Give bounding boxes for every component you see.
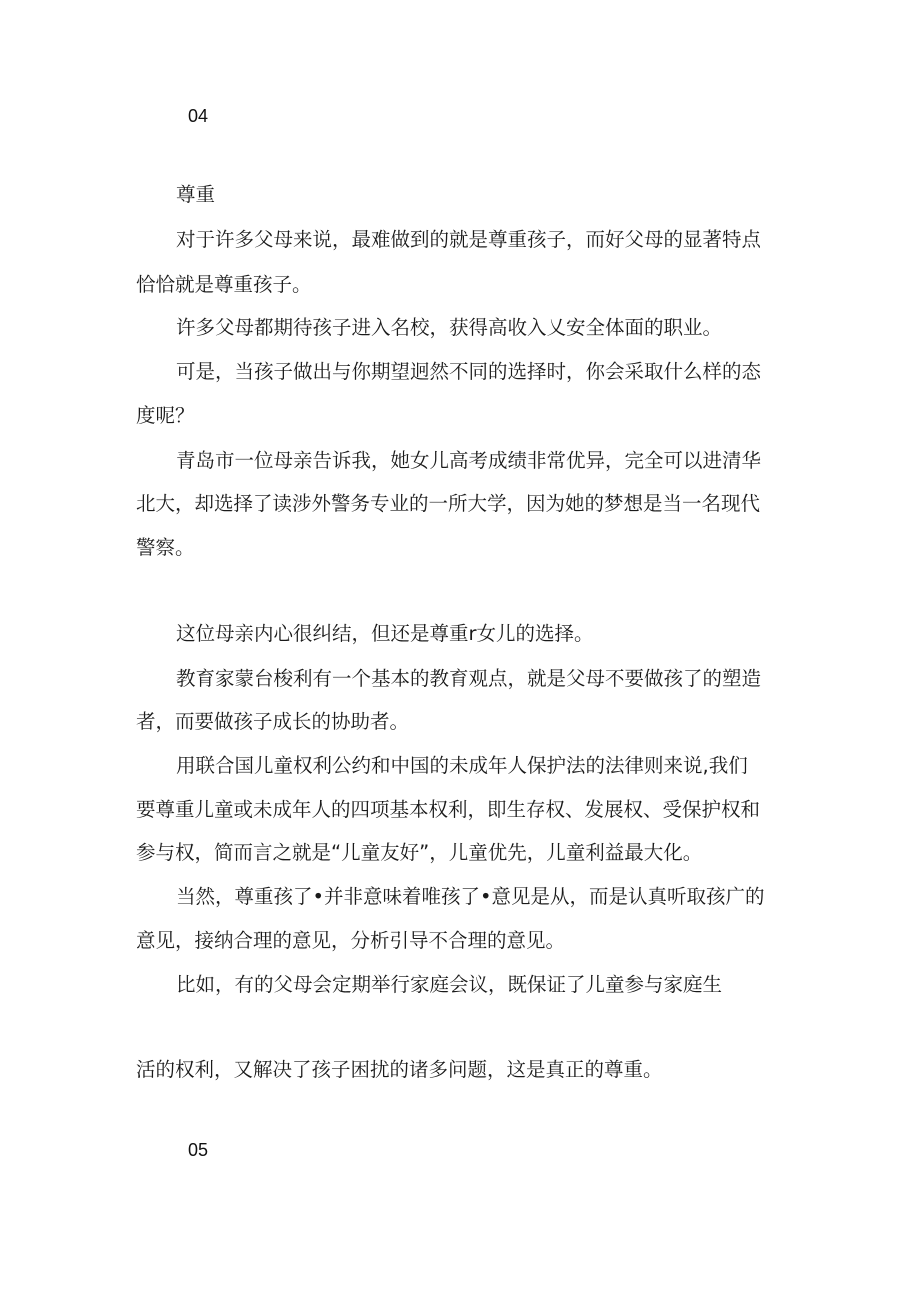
paragraph-line: 当然，尊重孩了•并非意味着唯孩了•意见是从，而是认真听取孩广的 [176,885,765,908]
section-number: 04 [188,106,209,126]
section-heading: 尊重 [176,183,216,206]
paragraph-line: 北大，却选择了读涉外警务专业的一所大学，因为她的梦想是当一名现代 [136,492,761,515]
paragraph-line: 青岛市一位母亲告诉我，她女儿高考成绩非常优异，完全可以进清华 [176,449,762,472]
paragraph-line: 许多父母都期待孩子进入名校，获得高收入乂安全体面的职业。 [176,316,723,339]
paragraph-line: 要尊重儿童或未成年人的四项基本权利，即生存权、发展权、受保护权和 [136,798,761,821]
paragraph-line: 对于许多父母来说，最难做到的就是尊重孩子，而好父母的显著特点 [176,228,762,251]
paragraph-line: 用联合国儿童权利公约和中国的未成年人保护法的法律则来说,我们 [176,754,748,777]
section-number: 05 [188,1140,209,1160]
paragraph-line: 意见，接纳合理的意见，分析引导不合理的意见。 [136,929,566,952]
paragraph-line: 教育家蒙台梭利有一个基本的教育观点，就是父母不要做孩了的塑造 [176,667,762,690]
paragraph-line: 比如，有的父母会定期举行家庭会议，既保证了儿童参与家庭生 [176,973,723,996]
paragraph-line: 者，而要做孩子成长的协助者。 [136,710,410,733]
paragraph-line: 参与权，简而言之就是“儿童友好”，儿童优先，儿童利益最大化。 [136,841,703,864]
paragraph-line: 可是，当孩子做出与你期望迥然不同的选择时，你会采取什么样的态 [176,360,762,383]
paragraph-line: 活的权利，又解决了孩子困扰的诸多问题，这是真正的尊重。 [136,1058,663,1081]
paragraph-line: 这位母亲内心很纠结，但还是尊重r女儿的选择。 [176,622,594,645]
paragraph-line: 恰恰就是尊重孩子。 [136,273,312,296]
paragraph-line: 警察。 [136,536,195,559]
paragraph-line: 度呢？ [136,404,195,427]
